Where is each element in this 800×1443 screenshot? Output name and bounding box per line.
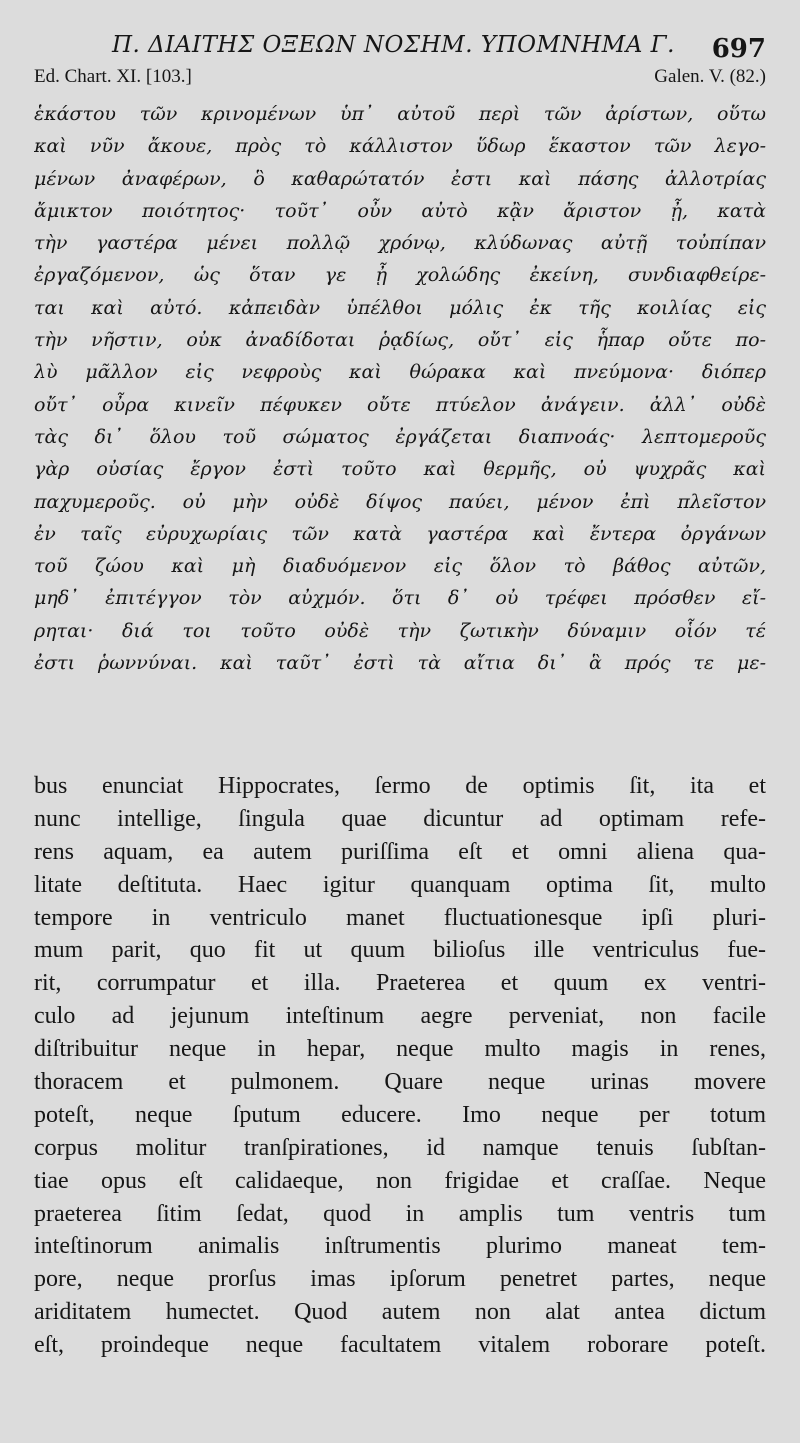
latin-line: tempore in ventriculo manet fluctuationesque ipſi pluri- (34, 904, 766, 931)
running-head (0, 28, 800, 68)
greek-line: γὰρ οὐσίας ἔργον ἐστὶ τοῦτο καὶ θερμῆς, οὐ ψυχρᾶς καὶ (34, 458, 766, 481)
greek-text-block (34, 98, 766, 679)
greek-line: ρηται· διά τοι τοῦτο οὐδὲ τὴν ζωτικὴν δύναμιν οἷόν τέ (34, 619, 766, 642)
latin-line: nunc intellige, ſingula quae dicuntur ad optimam refe- (34, 805, 766, 832)
latin-line: bus enunciat Hippocrates, ſermo de optimis ſit, ita et (34, 773, 766, 799)
latin-line: thoracem et pulmonem. Quare neque urinas movere (34, 1069, 766, 1096)
latin-line: praeterea ſitim ſedat, quod in amplis tum ventris tum (34, 1200, 766, 1227)
edition-reference-line (0, 66, 800, 94)
latin-line: eſt, proindeque neque facultatem vitalem roborare poteſt. (34, 1332, 766, 1359)
galen-edition-reference: Galen. V. (82.) (654, 66, 766, 87)
latin-line: mum parit, quo fit ut quum bilioſus ille ventriculus fue- (34, 937, 766, 964)
greek-line: μένων ἀναφέρων, ὃ καθαρώτατόν ἐστι καὶ πάσης ἀλλοτρίας (34, 167, 766, 190)
greek-line: τὰς δι᾽ ὅλου τοῦ σώματος ἐργάζεται διαπνοάς· λεπτομεροῦς (34, 425, 766, 448)
latin-line: culo ad jejunum inteſtinum aegre perveniat, non facile (34, 1003, 766, 1030)
greek-line: ἐν ταῖς εὐρυχωρίαις τῶν κατὰ γαστέρα καὶ ἔντερα ὀργάνων (34, 522, 766, 545)
latin-line: tiae opus eſt calidaeque, non frigidae et craſſae. Neque (34, 1167, 766, 1194)
latin-line: diſtribuitur neque in hepar, neque multo magis in renes, (34, 1036, 766, 1063)
greek-line: ἐστι ῥωννύναι. καὶ ταῦτ᾽ ἐστὶ τὰ αἴτια δι᾽ ἃ πρός τε με- (34, 652, 766, 675)
greek-line: ται καὶ αὐτό. κἀπειδὰν ὑπέλθοι μόλις ἐκ τῆς κοιλίας εἰς (34, 296, 766, 319)
latin-line: corpus molitur tranſpirationes, id namque tenuis ſubſtan- (34, 1134, 766, 1161)
latin-line: poteſt, neque ſputum educere. Imo neque per totum (34, 1101, 766, 1128)
running-head-title: Π. ΔΙΑΙΤΗΣ ΟΞΕΩΝ ΝΟΣΗΜ. ΥΠΟΜΝΗΜΑ Γ. (112, 32, 675, 58)
greek-line: λὺ μᾶλλον εἰς νεφροὺς καὶ θώρακα καὶ πνεύμονα· διόπερ (34, 361, 766, 384)
page-number: 697 (711, 34, 766, 64)
greek-line: οὔτ᾽ οὖρα κινεῖν πέφυκεν οὔτε πτύελον ἀνάγειν. ἀλλ᾽ οὐδὲ (34, 393, 766, 416)
latin-line: ariditatem humectet. Quod autem non alat antea dictum (34, 1299, 766, 1326)
chartier-edition-reference: Ed. Chart. XI. [103.] (34, 66, 192, 87)
greek-line: τὴν γαστέρα μένει πολλῷ χρόνῳ, κλύδωνας αὐτῇ τοὐπίπαν (34, 232, 766, 255)
latin-line: rit, corrumpatur et illa. Praeterea et quum ex ventri- (34, 970, 766, 997)
latin-line: pore, neque prorſus imas ipſorum penetret partes, neque (34, 1266, 766, 1293)
greek-line: ἄμικτον ποιότητος· τοῦτ᾽ οὖν αὐτὸ κᾂν ἄριστον ᾖ, κατὰ (34, 199, 766, 222)
latin-text-block (34, 770, 766, 1362)
latin-line: litate deſtituta. Haec igitur quanquam optima ſit, multo (34, 871, 766, 898)
latin-line: rens aquam, ea autem puriſſima eſt et omni aliena qua- (34, 838, 766, 865)
greek-line: καὶ νῦν ἄκουε, πρὸς τὸ κάλλιστον ὕδωρ ἕκαστον τῶν λεγο- (34, 135, 766, 158)
greek-line: ἑκάστου τῶν κρινομένων ὑπ᾽ αὐτοῦ περὶ τῶν ἀρίστων, οὕτω (34, 103, 766, 125)
latin-line: inteſtinorum animalis inſtrumentis plurimo maneat tem- (34, 1233, 766, 1260)
greek-line: μηδ᾽ ἐπιτέγγον τὸν αὐχμόν. ὅτι δ᾽ οὐ τρέφει πρόσθεν εἴ- (34, 587, 766, 610)
greek-line: ἐργαζόμενον, ὡς ὅταν γε ᾖ χολώδης ἐκείνη, συνδιαφθείρε- (34, 264, 766, 287)
greek-line: παχυμεροῦς. οὐ μὴν οὐδὲ δίψος παύει, μένον ἐπὶ πλεῖστον (34, 490, 766, 513)
greek-line: τὴν νῆστιν, οὐκ ἀναδίδοται ῥᾳδίως, οὔτ᾽ εἰς ἧπαρ οὔτε πο- (34, 329, 766, 352)
greek-line: τοῦ ζώου καὶ μὴ διαδυόμενον εἰς ὅλον τὸ βάθος αὐτῶν, (34, 555, 766, 578)
